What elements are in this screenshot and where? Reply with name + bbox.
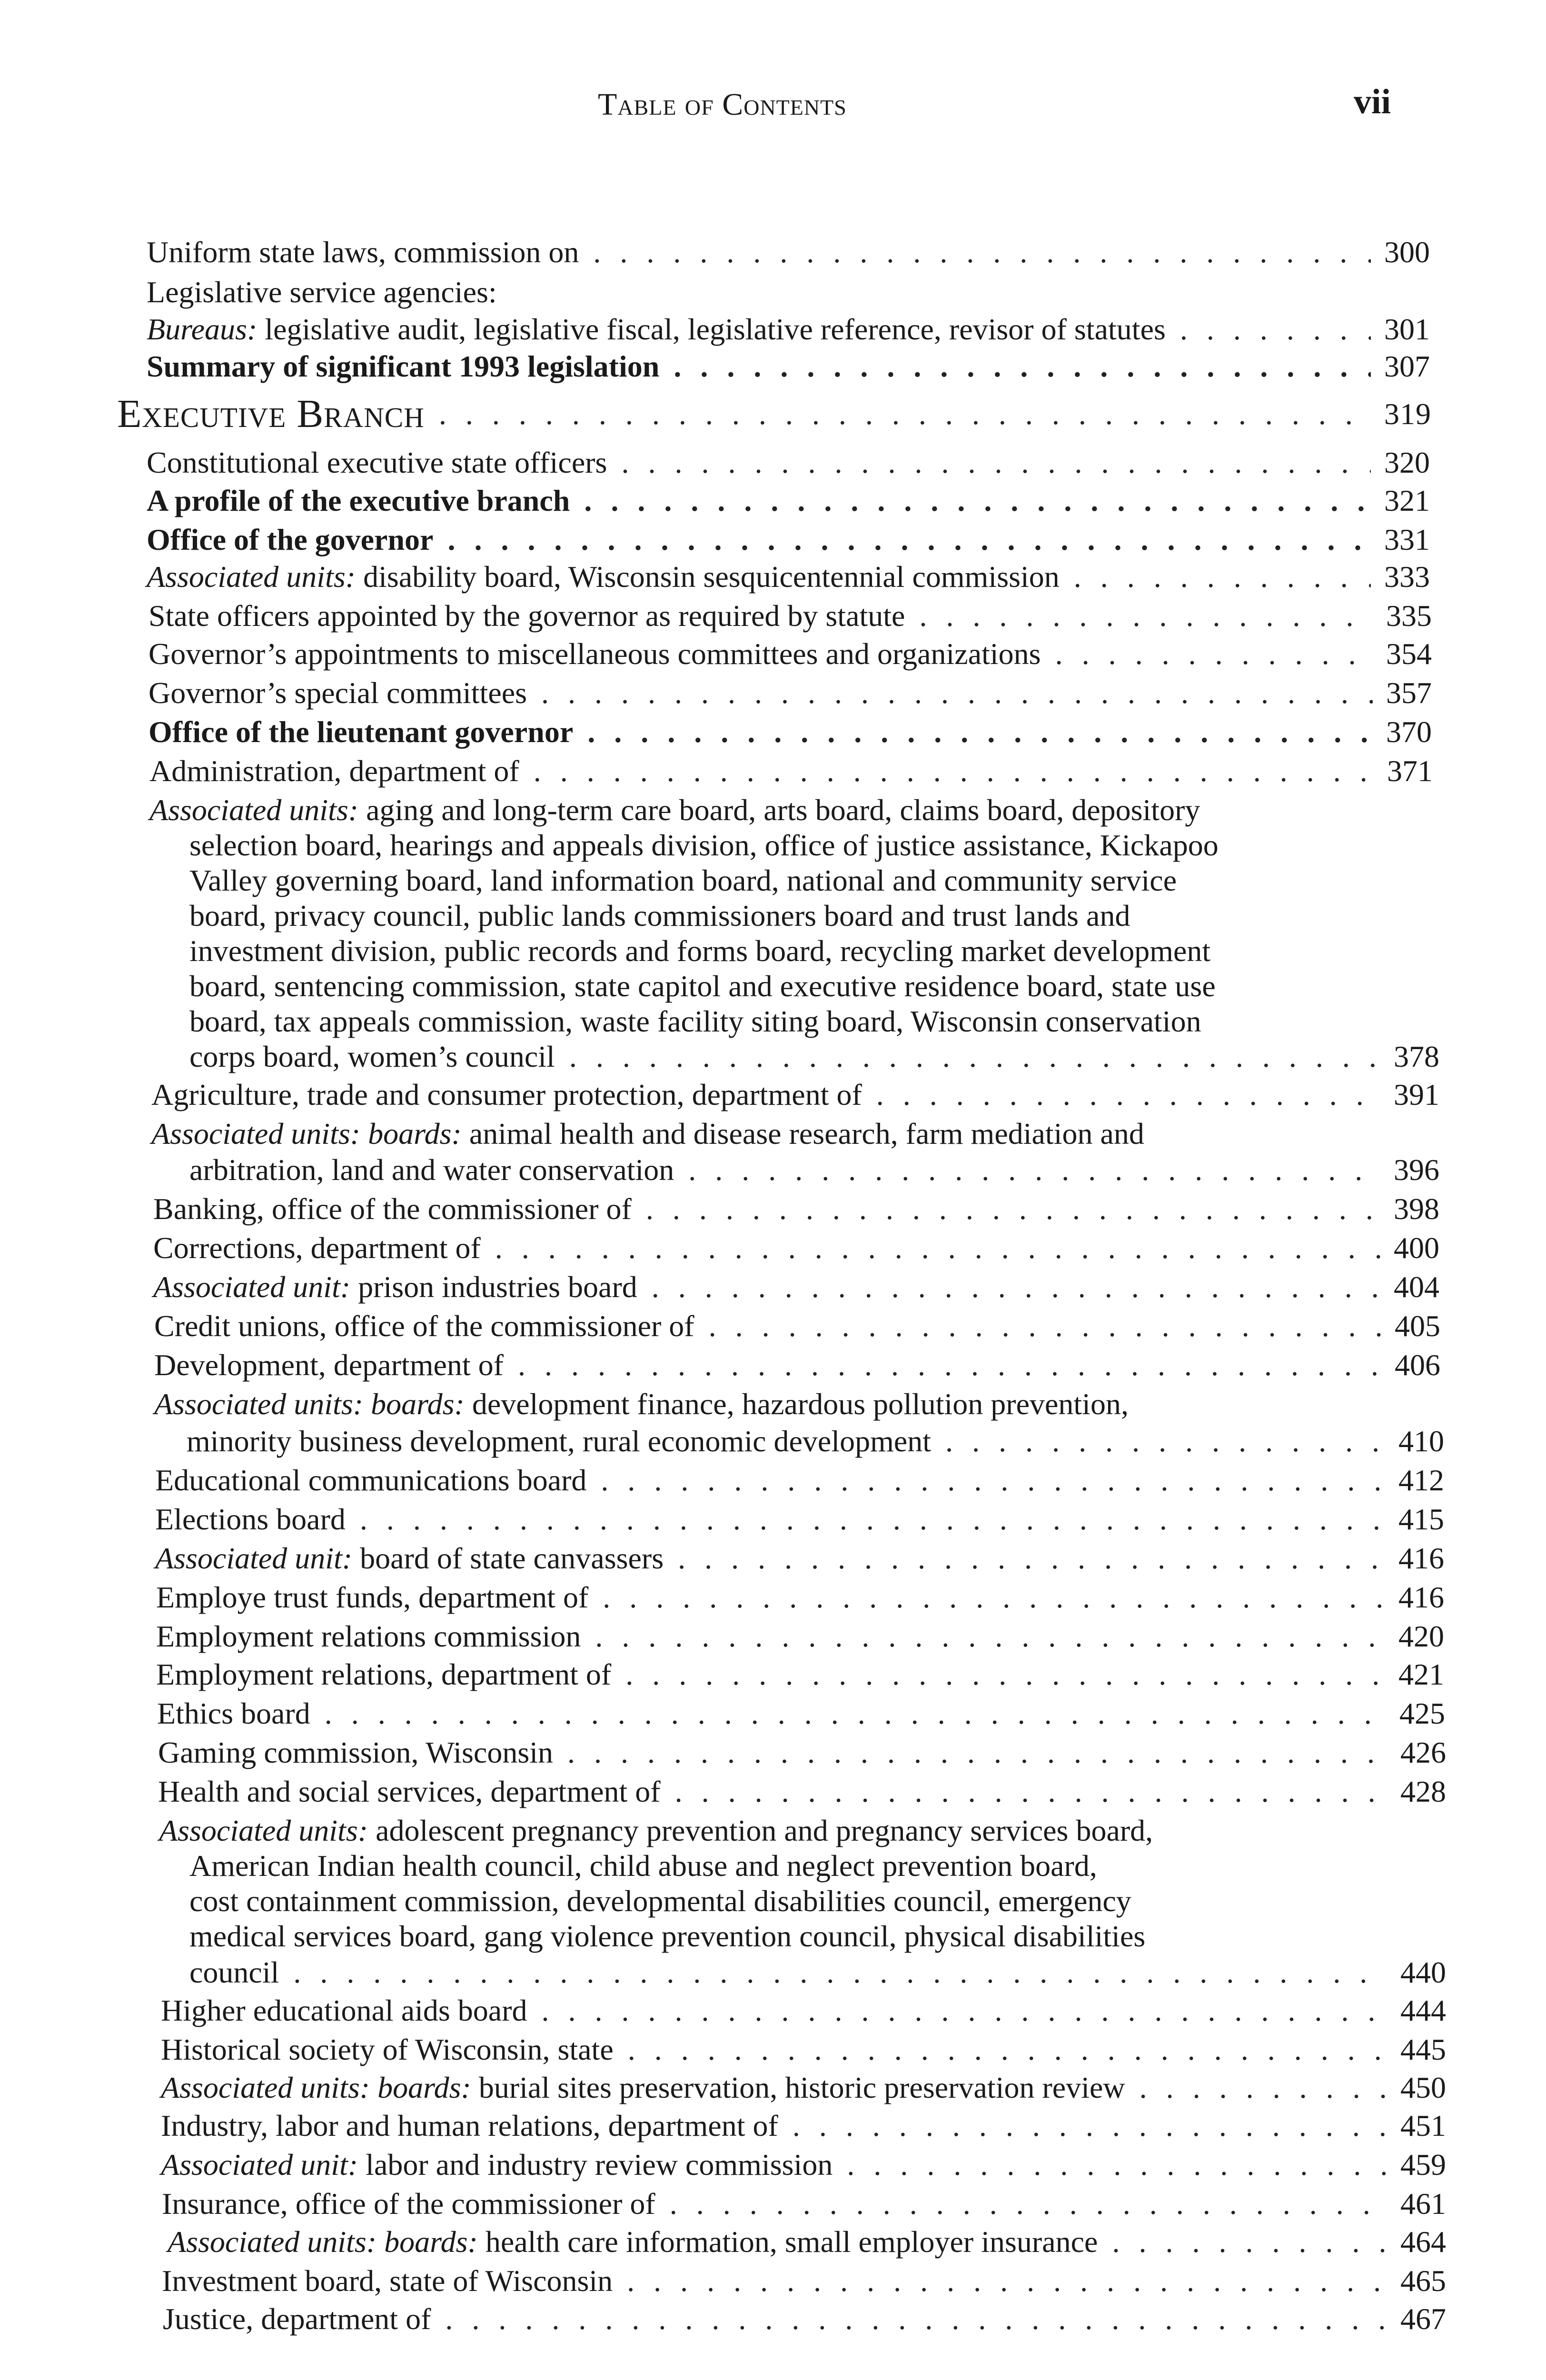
toc-entry: Associated units: boards: animal health and disease research, farm mediation and <box>151 1117 1144 1150</box>
toc-entry-continuation: board, tax appeals commission, waste facility siting board, Wisconsin conservation <box>189 1004 1201 1038</box>
toc-entry: Development, department of . . . 406 <box>154 1346 1457 1384</box>
page-ref: 406 <box>1395 1348 1440 1382</box>
page-ref: 398 <box>1394 1192 1439 1226</box>
toc-entry: State officers appointed by the governor as required by statute . . . 335 <box>149 597 1448 635</box>
toc-entry: Banking, office of the commissioner of . . . 398 <box>153 1190 1456 1228</box>
toc-entry-continuation: minority business development, rural economic development . . . 410 <box>187 1422 1460 1460</box>
leader-dots <box>534 752 1374 790</box>
toc-entry: Associated units: disability board, Wisconsin sesquicentennial commission . . . 333 <box>147 558 1446 596</box>
toc-entry: Associated unit: labor and industry review commission . . . 459 <box>161 2146 1462 2184</box>
toc-entry: Elections board . . . 415 <box>155 1500 1460 1538</box>
page-ref: 307 <box>1384 349 1430 383</box>
toc-entry-continuation: cost containment commission, developmental disabilities council, emergency <box>189 1884 1131 1918</box>
page-ref: 420 <box>1398 1619 1444 1653</box>
toc-entry: Agriculture, trade and consumer protection, department of . . . 391 <box>151 1076 1456 1114</box>
leader-dots <box>847 2146 1387 2184</box>
leader-dots <box>1112 2223 1387 2261</box>
toc-entry: Higher educational aids board . . . 444 <box>161 1992 1462 2030</box>
page-ref: 354 <box>1386 637 1432 671</box>
toc-entry: Summary of significant 1993 legislation . . . 307 <box>147 347 1446 386</box>
leader-dots <box>567 1734 1387 1772</box>
page-ref: 426 <box>1400 1735 1446 1769</box>
leader-dots <box>621 444 1371 482</box>
toc-entry: Associated units: adolescent pregnancy prevention and pregnancy services board, <box>159 1814 1153 1847</box>
page-ref: 416 <box>1398 1541 1444 1575</box>
toc-entry: Associated units: aging and long-term care board, arts board, claims board, depository <box>149 793 1200 827</box>
page-ref: 451 <box>1400 2109 1446 2142</box>
page-ref: 335 <box>1386 599 1432 633</box>
toc-entry: Industry, labor and human relations, department of . . . 451 <box>161 2107 1462 2145</box>
leader-dots <box>325 1695 1386 1733</box>
toc-entry: Office of the governor . . . 331 <box>147 521 1446 559</box>
leader-dots <box>678 1539 1385 1577</box>
leader-dots <box>360 1500 1385 1538</box>
toc-entry: Corrections, department of . . . 400 <box>153 1229 1456 1267</box>
leader-dots <box>293 1954 1387 1992</box>
toc-entry: Employe trust funds, department of . . . 416 <box>156 1578 1460 1616</box>
leader-dots <box>439 395 1371 433</box>
leader-dots <box>584 482 1371 520</box>
leader-dots <box>675 1773 1387 1811</box>
leader-dots <box>603 1578 1385 1616</box>
toc-entry: A profile of the executive branch . . . 321 <box>147 482 1446 520</box>
page-ref: 320 <box>1384 446 1430 479</box>
leader-dots <box>688 1151 1380 1189</box>
leader-dots <box>593 233 1371 271</box>
leader-dots <box>919 597 1373 635</box>
page-number: vii <box>1354 82 1391 121</box>
page-ref: 331 <box>1384 523 1430 556</box>
toc-entry: Governor’s special committees . . . 357 <box>149 674 1448 712</box>
page-ref: 400 <box>1394 1231 1439 1265</box>
toc-entry: Governor’s appointments to miscellaneous committees and organizations . . . 354 <box>149 635 1448 673</box>
leader-dots <box>674 347 1371 386</box>
leader-dots <box>445 2300 1387 2338</box>
leader-dots <box>627 2262 1387 2300</box>
page-ref: 440 <box>1400 1955 1446 1989</box>
toc-entry: Justice, department of . . . 467 <box>163 2300 1462 2338</box>
page-ref: 405 <box>1395 1309 1440 1343</box>
toc-entry-continuation: arbitration, land and water conservation . . . 396 <box>189 1151 1456 1189</box>
page-ref: 425 <box>1399 1696 1445 1730</box>
page-ref: 396 <box>1394 1153 1439 1187</box>
toc-entry: Health and social services, department of . . . 428 <box>158 1773 1462 1811</box>
page-ref: 371 <box>1387 754 1433 788</box>
toc-entry: Associated unit: board of state canvassers . . . 416 <box>155 1539 1460 1577</box>
leader-dots <box>628 2031 1387 2069</box>
toc-entry: Associated units: boards: development finance, hazardous pollution prevention, <box>154 1387 1129 1421</box>
toc-entry: Investment board, state of Wisconsin . . . 465 <box>162 2262 1462 2300</box>
page-ref: 445 <box>1400 2033 1446 2066</box>
page-ref: 412 <box>1398 1463 1444 1497</box>
toc-entry: Uniform state laws, commission on . . . 300 <box>147 233 1446 271</box>
toc-entry-continuation: medical services board, gang violence prevention council, physical disabilities <box>189 1919 1146 1953</box>
toc-entry: Insurance, office of the commissioner of . . . 461 <box>162 2185 1462 2223</box>
page-ref: 404 <box>1394 1270 1439 1304</box>
page-ref: 319 <box>1384 397 1431 431</box>
toc-entry-continuation: investment division, public records and forms board, recycling market development <box>189 934 1211 968</box>
leader-dots <box>1180 310 1371 348</box>
page-ref: 465 <box>1400 2264 1446 2298</box>
leader-dots <box>1074 558 1371 596</box>
toc-entry-continuation: selection board, hearings and appeals division, office of justice assistance, Kickapoo <box>189 828 1219 862</box>
toc-entry: Employment relations commission . . . 420 <box>156 1617 1460 1656</box>
page-ref: 421 <box>1398 1657 1444 1691</box>
leader-dots <box>945 1422 1385 1460</box>
toc-entry-continuation: council . . . 440 <box>189 1954 1462 1992</box>
leader-dots <box>670 2185 1387 2223</box>
running-head: Table of Contents <box>598 87 847 122</box>
leader-dots <box>595 1617 1385 1656</box>
leader-dots <box>518 1346 1381 1384</box>
leader-dots <box>646 1190 1380 1228</box>
toc-entry: Credit unions, office of the commissioner of . . . 405 <box>154 1307 1457 1345</box>
toc-entry: Educational communications board . . . 412 <box>155 1461 1460 1499</box>
leader-dots <box>1055 635 1373 673</box>
section-heading: Executive Branch . . . 319 <box>117 395 1446 433</box>
page-ref: 416 <box>1398 1580 1444 1614</box>
page-ref: 415 <box>1398 1502 1444 1536</box>
toc-entry: Associated units: boards: health care information, small employer insurance . . . 464 <box>168 2223 1462 2261</box>
leader-dots <box>625 1656 1385 1694</box>
toc-entry: Associated unit: prison industries board . . . 404 <box>153 1268 1456 1306</box>
toc-entry-continuation: corps board, women’s council . . . 378 <box>189 1038 1456 1076</box>
leader-dots <box>542 1992 1387 2030</box>
leader-dots <box>569 1038 1380 1076</box>
page-ref: 300 <box>1384 235 1430 269</box>
toc-entry-continuation: board, sentencing commission, state capitol and executive residence board, state use <box>189 969 1216 1003</box>
leader-dots <box>447 521 1371 559</box>
leader-dots <box>495 1229 1380 1267</box>
toc-entry: Constitutional executive state officers . . . 320 <box>147 444 1446 482</box>
page-ref: 450 <box>1400 2071 1446 2104</box>
toc-entry: Office of the lieutenant governor . . . 370 <box>149 713 1448 751</box>
page-ref: 370 <box>1386 715 1432 749</box>
leader-dots <box>709 1307 1381 1345</box>
page-ref: 467 <box>1400 2302 1446 2336</box>
toc-entry: Legislative service agencies: <box>147 275 497 309</box>
toc-entry: Administration, department of . . . 371 <box>149 752 1449 790</box>
page-ref: 321 <box>1384 484 1430 517</box>
page-ref: 410 <box>1398 1424 1444 1458</box>
page-ref: 459 <box>1400 2148 1446 2182</box>
page-ref: 464 <box>1400 2225 1446 2259</box>
toc-entry-continuation: American Indian health council, child abuse and neglect prevention board, <box>189 1849 1097 1883</box>
toc-entry-continuation: board, privacy council, public lands commissioners board and trust lands and <box>189 899 1130 932</box>
toc-entry: Employment relations, department of . . . 421 <box>156 1656 1460 1694</box>
page-ref: 301 <box>1384 312 1430 346</box>
toc-entry: Bureaus: legislative audit, legislative fiscal, legislative reference, revisor of statutes . . . 301 <box>147 310 1446 348</box>
leader-dots <box>587 713 1373 751</box>
page-ref: 428 <box>1400 1775 1446 1808</box>
leader-dots <box>793 2107 1387 2145</box>
toc-entry: Associated units: boards: burial sites preservation, historic preservation review . . . 450 <box>161 2069 1462 2107</box>
page-ref: 461 <box>1400 2187 1446 2221</box>
toc-entry: Historical society of Wisconsin, state . . . 445 <box>161 2031 1462 2069</box>
page-ref: 378 <box>1394 1040 1439 1073</box>
toc-entry-continuation: Valley governing board, land information board, national and community service <box>189 863 1177 897</box>
toc-entry: Gaming commission, Wisconsin . . . 426 <box>158 1734 1462 1772</box>
page-ref: 391 <box>1394 1078 1439 1111</box>
page-ref: 333 <box>1384 560 1430 594</box>
leader-dots <box>652 1268 1380 1306</box>
leader-dots <box>876 1076 1380 1114</box>
page-ref: 444 <box>1400 1993 1446 2027</box>
toc-entry: Ethics board . . . 425 <box>157 1695 1461 1733</box>
leader-dots <box>541 674 1373 712</box>
leader-dots <box>601 1461 1385 1499</box>
page-ref: 357 <box>1386 676 1432 710</box>
leader-dots <box>1140 2069 1387 2107</box>
